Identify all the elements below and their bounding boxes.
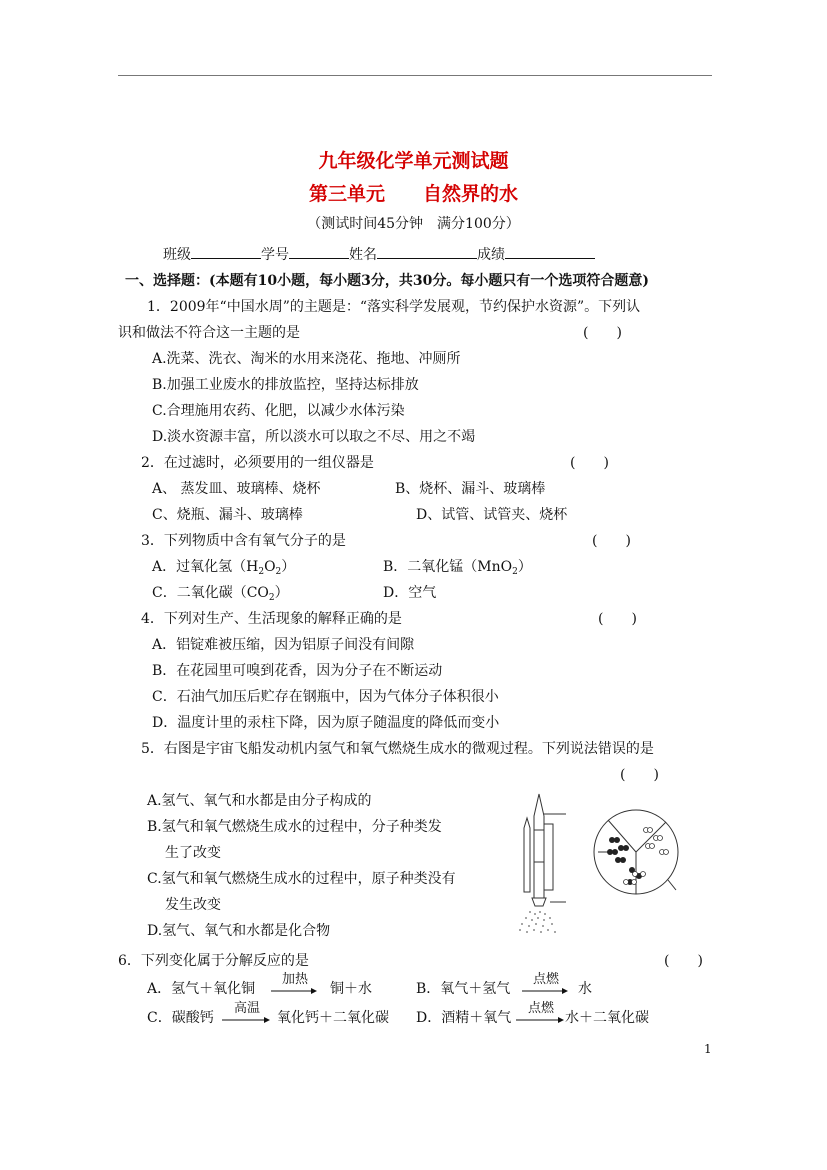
q6-option-b-condition: 点燃 [532, 972, 559, 987]
q5-answer-paren: ( ) [620, 767, 659, 783]
header-rule [118, 75, 712, 76]
q6-option-d-right: 水＋二氧化碳 [565, 1010, 649, 1026]
q6-option-c-right: 氧化钙＋二氧化碳 [277, 1010, 389, 1026]
q6-option-b-arrow [522, 972, 570, 996]
page-title: 九年级化学单元测试题 [318, 150, 509, 172]
q3-answer-paren: ( ) [592, 533, 631, 549]
exam-info: （测试时间45分钟 满分100分） [307, 216, 520, 232]
name-blank[interactable] [377, 244, 477, 259]
q6-option-c-left: C．碳酸钙 [147, 1010, 214, 1026]
q3-option-c: C．二氧化碳$(CO_2)$ [152, 585, 289, 603]
q2-answer-paren: ( ) [570, 455, 609, 471]
q1-stem-line2: 识和做法不符合这一主题的是 [118, 325, 300, 341]
q5-option-b-line1: B.氢气和氧气燃烧生成水的过程中，分子种类发 [147, 819, 442, 835]
student-fields [163, 244, 595, 264]
q6-option-a-right: 铜＋水 [330, 981, 372, 997]
q5-option-c-line2: 发生改变 [165, 897, 221, 913]
section1-heading: 一、选择题：(本题有10小题，每小题3分，共30分。每小题只有一个选项符合题意) [125, 273, 649, 289]
q4-stem: 4．下列对生产、生活现象的解释正确的是 [141, 611, 402, 627]
q3-option-a: A．过氧化氢$(H_2O_2)$ [152, 559, 296, 577]
q3-option-d: D．空气 [383, 585, 437, 601]
q5-option-b-line2: 生了改变 [165, 845, 221, 861]
class-blank[interactable] [191, 244, 261, 259]
q3-option-b: B．二氧化锰（MnO$_2$） [383, 559, 532, 577]
arrow-right-icon [222, 1015, 272, 1025]
q6-option-a-arrow [271, 972, 319, 996]
q1-option-d: D.淡水资源丰富，所以淡水可以取之不尽、用之不竭 [152, 429, 476, 445]
q1-option-c: C.合理施用农药、化肥，以减少水体污染 [152, 403, 405, 419]
q6-option-d-condition: 点燃 [527, 1001, 554, 1016]
score-blank[interactable] [505, 244, 595, 259]
score-label: 成绩 [477, 247, 505, 263]
number-blank[interactable] [289, 244, 349, 259]
q2-option-c: C、烧瓶、漏斗、玻璃棒 [152, 507, 303, 523]
q4-option-a: A．铝锭难被压缩，因为铝原子间没有间隙 [152, 637, 415, 653]
arrow-right-icon [516, 1015, 566, 1025]
q4-answer-paren: ( ) [598, 611, 637, 627]
q6-option-a-left: A．氢气＋氧化铜 [147, 981, 256, 997]
q6-answer-paren: ( ) [664, 953, 703, 969]
q4-option-b: B．在花园里可嗅到花香，因为分子在不断运动 [152, 663, 443, 679]
q6-option-a-condition: 加热 [281, 972, 308, 987]
name-label: 姓名 [349, 247, 377, 263]
q1-stem-line1: 1．2009年“中国水周”的主题是：“落实科学发展观，节约保护水资源”。下列认 [147, 299, 641, 315]
page-subtitle: 第三单元 自然界的水 [308, 183, 518, 205]
q5-option-c-line1: C.氢气和氧气燃烧生成水的过程中，原子种类没有 [147, 871, 456, 887]
q6-option-d-arrow [516, 1001, 566, 1025]
q6-option-b-right: 水 [578, 981, 592, 997]
page-number: 1 [704, 1042, 712, 1056]
arrow-right-icon [522, 986, 570, 996]
q1-option-a: A.洗菜、洗衣、淘米的水用来浇花、拖地、冲厕所 [152, 351, 461, 367]
q6-option-c-condition: 高温 [233, 1001, 260, 1016]
q2-stem: 2．在过滤时，必须要用的一组仪器是 [141, 455, 374, 471]
q6-option-c-arrow [222, 1001, 272, 1025]
arrow-right-icon [271, 986, 319, 996]
q6-stem: 6．下列变化属于分解反应的是 [118, 953, 309, 969]
q1-answer-paren: ( ) [583, 325, 622, 341]
q5-option-d: D.氢气、氧气和水都是化合物 [147, 923, 331, 939]
q3-stem: 3．下列物质中含有氧气分子的是 [141, 533, 346, 549]
rocket-reaction-diagram [508, 790, 683, 940]
q5-option-a: A.氢气、氧气和水都是由分子构成的 [147, 793, 372, 809]
q5-stem: 5．右图是宇宙飞船发动机内氢气和氧气燃烧生成水的微观过程。下列说法错误的是 [141, 741, 654, 757]
q1-option-b: B.加强工业废水的排放监控，坚持达标排放 [152, 377, 419, 393]
class-label: 班级 [163, 247, 191, 263]
q2-option-a: A、 蒸发皿、玻璃棒、烧杯 [152, 481, 321, 497]
number-label: 学号 [261, 247, 289, 263]
q2-option-b: B、烧杯、漏斗、玻璃棒 [395, 481, 546, 497]
q6-option-d-left: D．酒精＋氧气 [416, 1010, 512, 1026]
q4-option-c: C．石油气加压后贮存在钢瓶中，因为气体分子体积很小 [152, 689, 499, 705]
q2-option-d: D、试管、试管夹、烧杯 [416, 507, 568, 523]
q4-option-d: D．温度计里的汞柱下降，因为原子随温度的降低而变小 [152, 715, 500, 731]
q6-option-b-left: B．氧气＋氢气 [416, 981, 511, 997]
